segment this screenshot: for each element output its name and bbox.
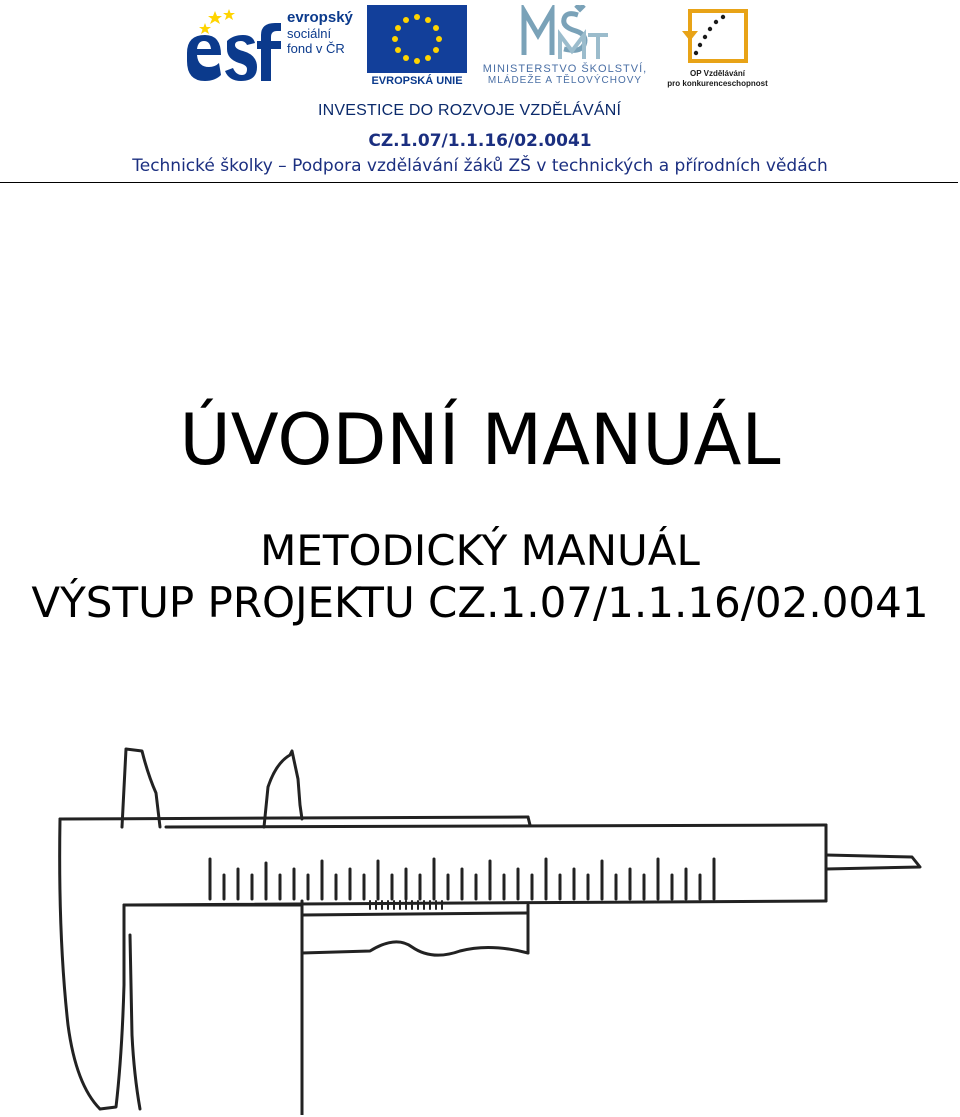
esf-line-2: sociální — [287, 26, 332, 41]
esf-line-1: evropský — [287, 9, 353, 26]
esf-logo-mark — [183, 5, 283, 91]
eu-flag-icon — [367, 5, 467, 73]
msmt-line-1: MINISTERSTVO ŠKOLSTVÍ, — [482, 63, 648, 75]
vernier-caliper-icon — [40, 735, 930, 1115]
msmt-line-2: MLÁDEŽE A TĚLOVÝCHOVY — [487, 75, 643, 86]
op-mark-icon — [660, 5, 775, 67]
subtitle-line-2: VÝSTUP PROJEKTU CZ.1.07/1.1.16/02.0041 — [31, 578, 929, 627]
eu-caption: EVROPSKÁ UNIE — [371, 75, 463, 87]
op-line-2: pro konkurenceschopnost — [667, 79, 768, 88]
subtitle-line-1: METODICKÝ MANUÁL — [260, 526, 700, 575]
esf-wordmark — [287, 9, 353, 56]
op-logo — [660, 5, 775, 91]
msmt-mark-icon — [476, 5, 654, 61]
msmt-caption — [476, 63, 654, 87]
op-caption — [660, 69, 775, 89]
header-project-code: CZ.1.07/1.1.16/02.0041 — [368, 131, 592, 151]
header-subtitle: Technické školky – Podpora vzdělávání žáků ZŠ v technických a přírodních vědách — [132, 156, 828, 176]
esf-line-3: fond v ČR — [287, 41, 345, 56]
msmt-logo — [476, 5, 654, 91]
eu-logo — [367, 5, 467, 91]
page-title: ÚVODNÍ MANUÁL — [179, 399, 781, 481]
investice-tagline: INVESTICE DO ROZVOJE VZDĚLÁVÁNÍ — [318, 102, 622, 119]
header-divider — [0, 182, 958, 183]
op-line-1: OP Vzdělávání — [690, 69, 745, 78]
esf-logo — [183, 5, 358, 91]
